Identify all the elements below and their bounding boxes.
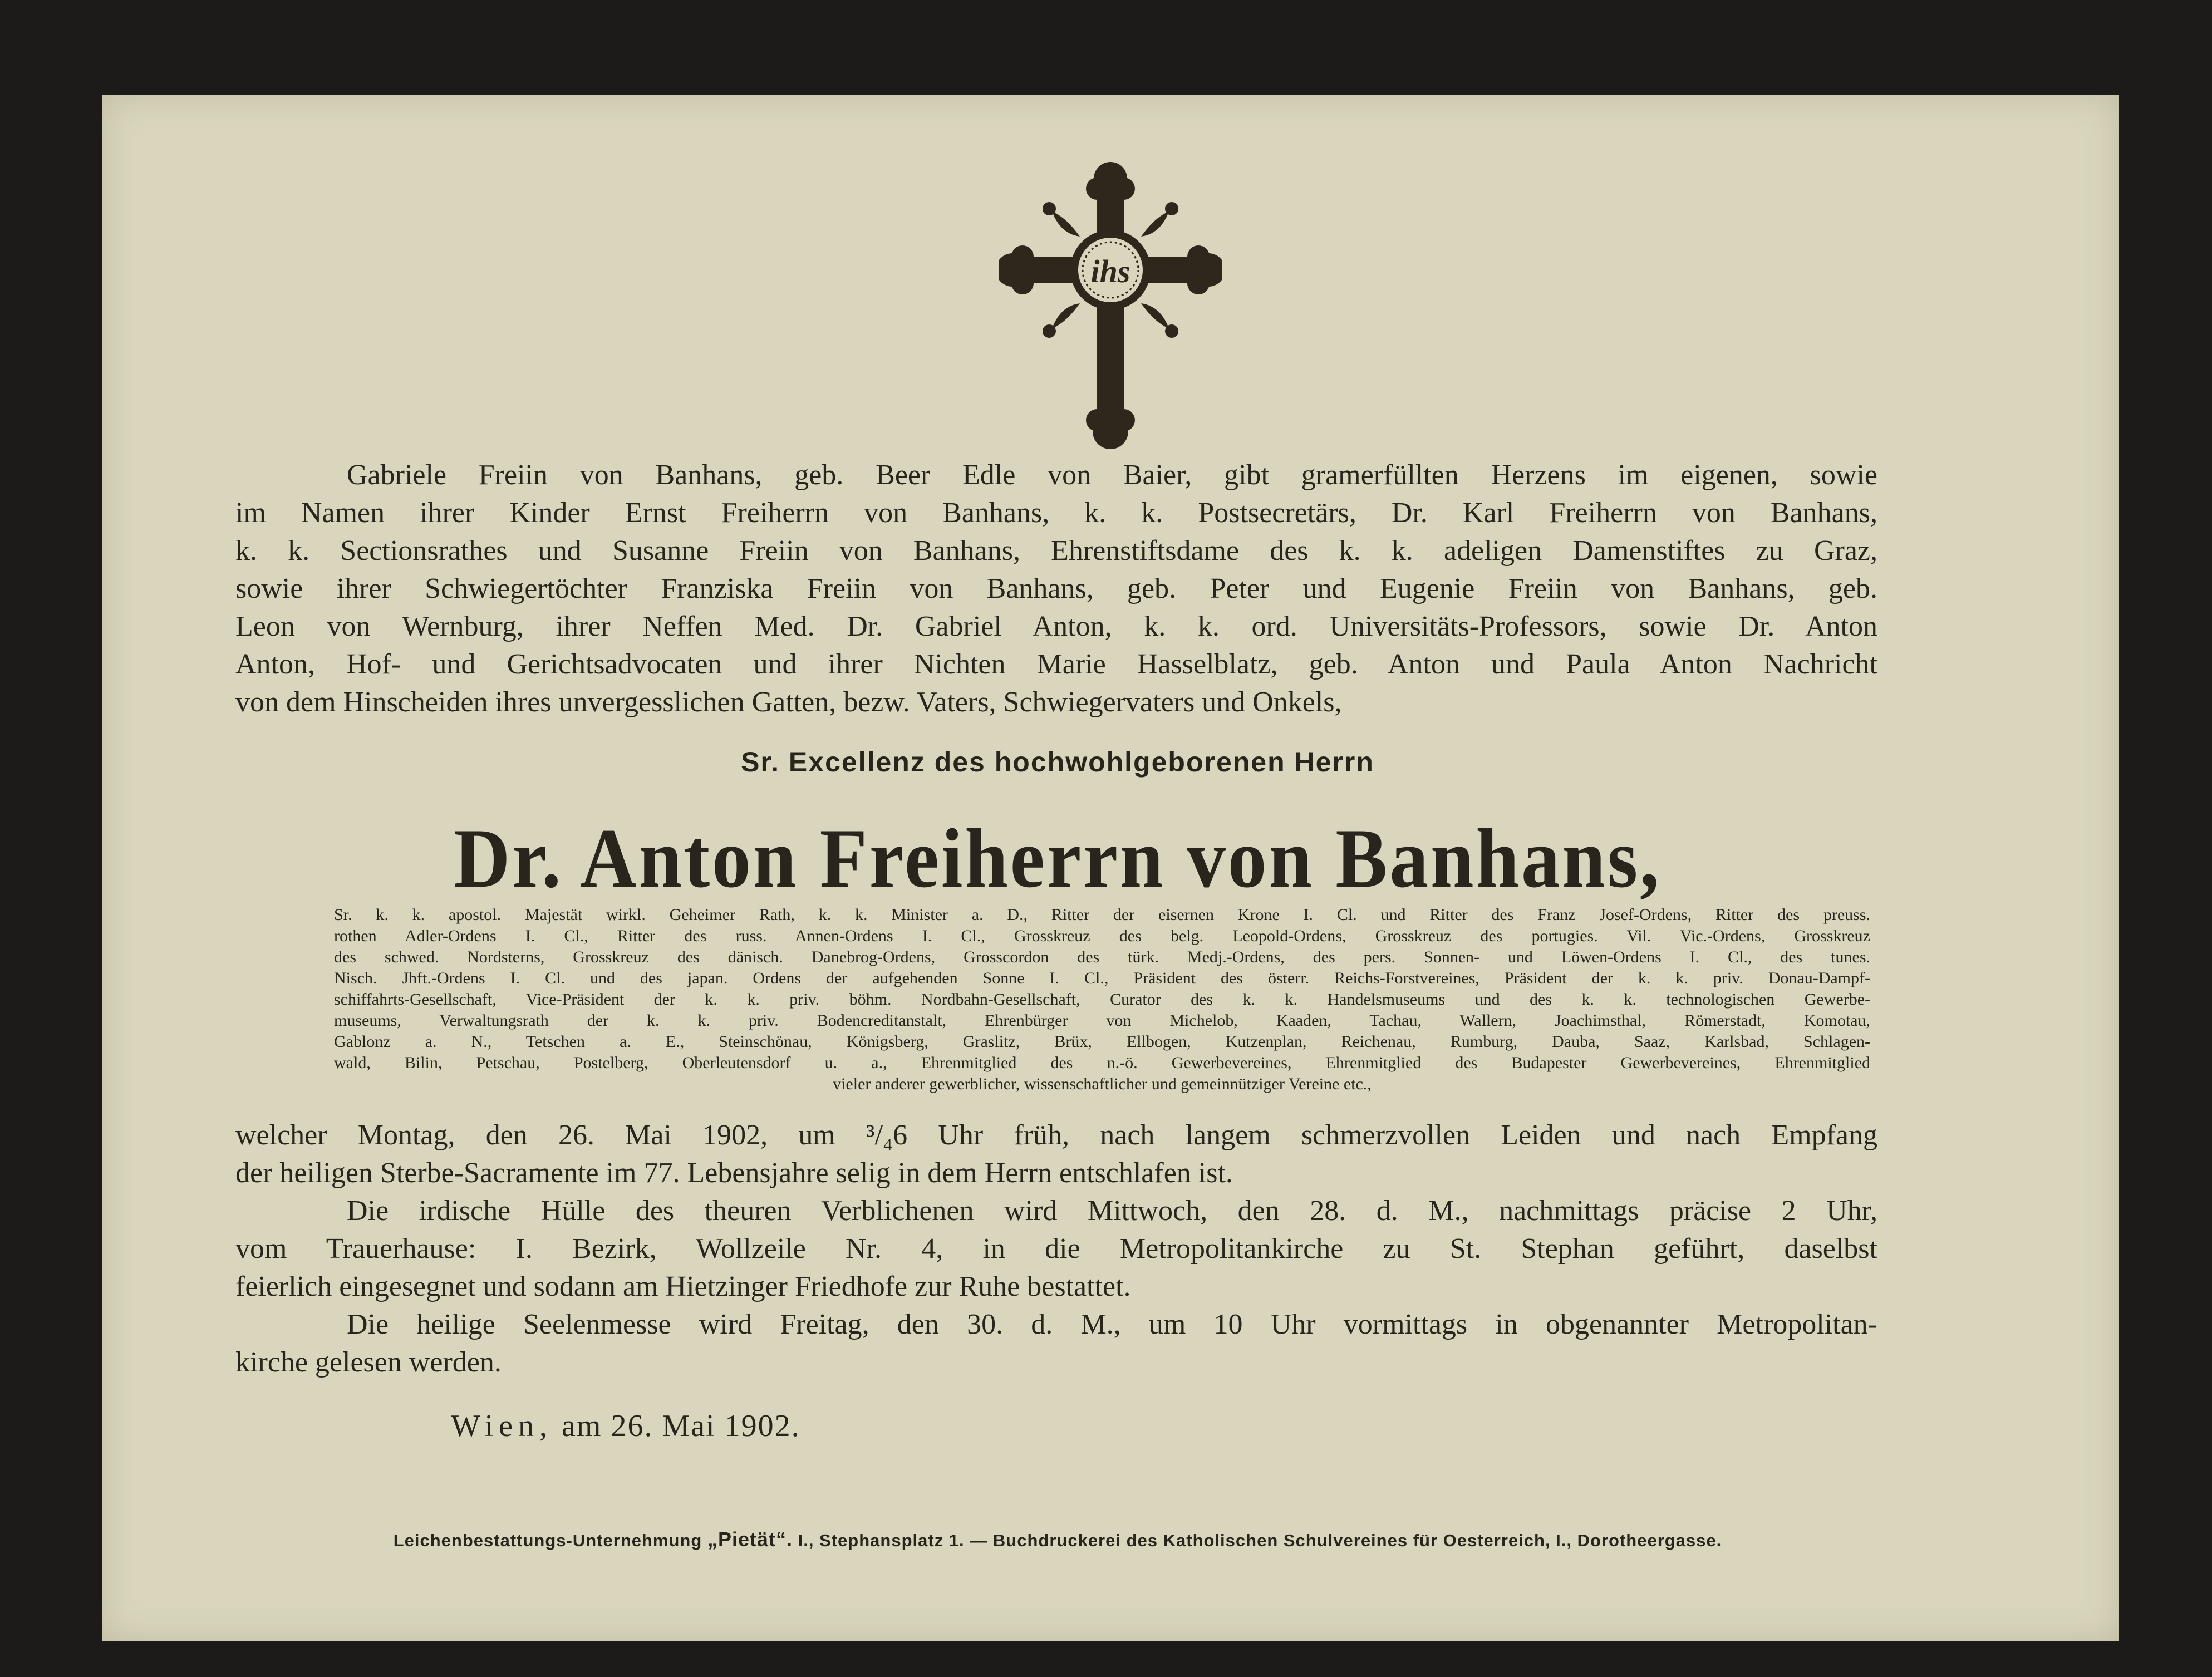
place-city: Wien, [451, 1409, 553, 1443]
mass-line: Die heilige Seelenmesse wird Freitag, den 30. d. M., um 10 Uhr vormittags in obgenannter Metropolitan- [347, 1309, 1877, 1340]
deceased-name: Dr. Anton Freiherrn von Banhans, [454, 812, 1662, 905]
intro-line: sowie ihrer Schwiegertöchter Franziska Freiin von Banhans, geb. Peter und Eugenie Freiin von Banhans, geb. [235, 573, 1877, 604]
excellenz-heading: Sr. Excellenz des hochwohlgeborenen Herrn [741, 746, 1374, 778]
titles-line: Nisch. Jhft.-Ordens I. Cl. und des japan. Ordens der aufgehenden Sonne I. Cl., Präsident des österr. Reichs-Forstvereines, Präsident der k. k. priv. Donau-Dampf- [334, 969, 1870, 987]
intro-line: Anton, Hof- und Gerichtsadvocaten und ihrer Nichten Marie Hasselblatz, geb. Anton und Paula Anton Nachricht [235, 648, 1877, 680]
titles-line: rothen Adler-Ordens I. Cl., Ritter des russ. Annen-Ordens I. Cl., Grosskreuz des belg. Leopold-Ordens, Grosskreuz des portugies. Vil. Vic.-Ordens, Grosskreuz [334, 927, 1870, 945]
footer-firm: „Pietät“. [707, 1528, 793, 1551]
titles-line: Gablonz a. N., Tetschen a. E., Steinschönau, Königsberg, Graslitz, Brüx, Ellbogen, Kutzenplan, Reichenau, Rumburg, Dauba, Saaz, Karlsbad, Schlagen- [334, 1032, 1870, 1051]
ihs-monogram: ihs [1090, 253, 1130, 289]
titles-line: Sr. k. k. apostol. Majestät wirkl. Geheimer Rath, k. k. Minister a. D., Ritter der eisernen Krone I. Cl. und Ritter des Franz Josef-Ordens, Ritter des preuss. [334, 906, 1870, 924]
death-line: welcher Montag, den 26. Mai 1902, um ³/₄6 Uhr früh, nach langem schmerzvollen Leiden und nach Empfang [235, 1119, 1877, 1151]
intro-line: Gabriele Freiin von Banhans, geb. Beer Edle von Baier, gibt gramerfüllten Herzens im eigenen, sowie [347, 459, 1877, 491]
titles-block [334, 904, 1870, 1095]
intro-line: im Namen ihrer Kinder Ernst Freiherrn von Banhans, k. k. Postsecretärs, Dr. Karl Freiherrn von Banhans, [235, 497, 1877, 529]
funeral-line: vom Trauerhause: I. Bezirk, Wollzeile Nr. 4, in die Metropolitankirche zu St. Stephan geführt, daselbst [235, 1233, 1877, 1265]
titles-line: wald, Bilin, Petschau, Postelberg, Oberleutensdorf u. a., Ehrenmitglied des n.-ö. Gewerbevereines, Ehrenmitglied des Budapester Gewerbevereines, Ehrenmitglied [334, 1054, 1870, 1072]
printer-footer [223, 1528, 1893, 1551]
death-paragraph [235, 1117, 1877, 1192]
place-date [451, 1408, 800, 1444]
funeral-line: Die irdische Hülle des theuren Verblichenen wird Mittwoch, den 28. d. M., nachmittags präcise 2 Uhr, [347, 1195, 1877, 1227]
footer-suffix: I., Stephansplatz 1. — Buchdruckerei des Katholischen Schulvereines für Oesterreich, I., Dorotheergasse. [798, 1531, 1722, 1550]
funeral-paragraph [235, 1192, 1877, 1306]
titles-line: museums, Verwaltungsrath der k. k. priv. Bodencreditanstalt, Ehrenbürger von Michelob, Kaaden, Tachau, Wallern, Joachimsthal, Römerstadt, Komotau, [334, 1011, 1870, 1030]
intro-line: Leon von Wernburg, ihrer Neffen Med. Dr. Gabriel Anton, k. k. ord. Universitäts-Professors, sowie Dr. Anton [235, 611, 1877, 642]
death-line: der heiligen Sterbe-Sacramente im 77. Lebensjahre selig in dem Herrn entschlafen ist. [235, 1157, 1233, 1189]
intro-line: von dem Hinscheiden ihres unvergesslichen Gatten, bezw. Vaters, Schwiegervaters und Onkels, [235, 686, 1342, 718]
mass-line: kirche gelesen werden. [235, 1346, 502, 1378]
intro-line: k. k. Sectionsrathes und Susanne Freiin von Banhans, Ehrenstiftsdame des k. k. adeligen Damenstiftes zu Graz, [235, 535, 1877, 567]
place-date-text: am 26. Mai 1902. [562, 1409, 800, 1443]
funeral-line: feierlich eingesegnet und sodann am Hietzinger Friedhofe zur Ruhe bestattet. [235, 1271, 1131, 1302]
intro-paragraph [235, 456, 1877, 721]
titles-line: des schwed. Nordsterns, Grosskreuz des dänisch. Danebrog-Ordens, Grosscordon des türk. Medj.-Ordens, des pers. Sonnen- und Löwen-Ordens I. Cl., des tunes. [334, 948, 1870, 966]
mass-paragraph [235, 1306, 1877, 1381]
ornamental-cross-icon [999, 159, 1222, 454]
footer-prefix: Leichenbestattungs-Unternehmung [393, 1531, 702, 1550]
titles-line: vieler anderer gewerblicher, wissenschaftlicher und gemeinnütziger Vereine etc., [833, 1075, 1372, 1093]
titles-line: schiffahrts-Gesellschaft, Vice-Präsident der k. k. priv. böhm. Nordbahn-Gesellschaft, Curator des k. k. Handelsmuseums und des k. k. technologischen Gewerbe- [334, 990, 1870, 1009]
